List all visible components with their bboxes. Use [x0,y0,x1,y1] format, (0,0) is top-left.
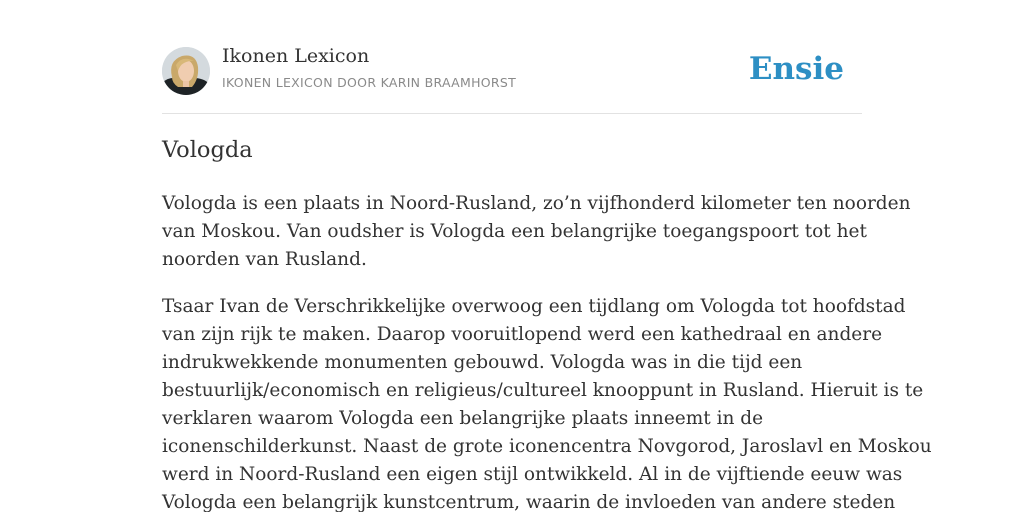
text-line: Tsaar Ivan de Verschrikkelijke overwoog een tijdlang om Vologda tot hoofdstad [162,296,906,317]
site-title[interactable]: Ikonen Lexicon [222,45,370,67]
author-avatar[interactable] [162,47,210,95]
entry-title: Vologda [162,137,253,163]
text-line: bestuurlijk/economisch en religieus/cultureel knooppunt in Rusland. Hieruit is te [162,380,924,401]
paragraph [162,190,911,274]
paragraph [162,293,932,512]
text-line: Vologda een belangrijk kunstcentrum, waarin de invloeden van andere steden [162,492,896,512]
site-subtitle: IKONEN LEXICON DOOR KARIN BRAAMHORST [222,75,517,90]
text-line: indrukwekkende monumenten gebouwd. Vologda was in die tijd een [162,352,803,373]
avatar-portrait-icon [162,47,210,95]
text-line: van Moskou. Van oudsher is Vologda een belangrijke toegangspoort tot het [162,221,867,242]
text-line: van zijn rijk te maken. Daarop vooruitlopend werd een kathedraal en andere [162,324,883,345]
text-line: verklaren waarom Vologda een belangrijke plaats inneemt in de [162,408,764,429]
text-line: noorden van Rusland. [162,249,367,270]
site-header [162,45,862,114]
text-line: werd in Noord-Rusland een eigen stijl ontwikkeld. Al in de vijftiende eeuw was [162,464,903,485]
text-line: Vologda is een plaats in Noord-Rusland, zo’n vijfhonderd kilometer ten noorden [162,193,911,214]
text-line: iconenschilderkunst. Naast de grote iconencentra Novgorod, Jaroslavl en Moskou [162,436,932,457]
ensie-logo[interactable]: Ensie [748,51,844,87]
entry-body [162,190,932,512]
